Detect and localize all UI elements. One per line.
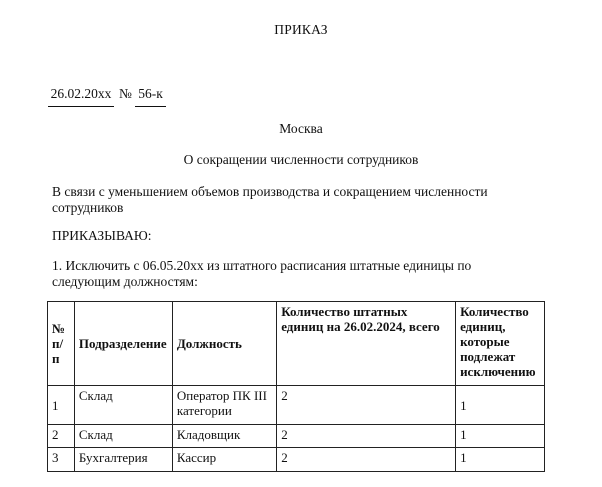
cell-units-to-remove: 1 [456,448,545,472]
header-department: Подразделение [74,302,172,386]
cell-department: Бухгалтерия [74,448,172,472]
order-number: 56-к [135,86,166,107]
table-row [48,448,545,472]
preamble-paragraph: В связи с уменьшением объемов производства и сокращением численности сотрудников [52,184,488,215]
order-word: ПРИКАЗЫВАЮ: [52,228,152,243]
document-title: ПРИКАЗ [274,22,328,37]
table-row [48,386,545,425]
table-row [48,425,545,448]
cell-position: Оператор ПК III категории [172,386,276,425]
cell-department: Склад [74,386,172,425]
clause-1: 1. Исключить с 06.05.20xx из штатного расписания штатные единицы по следующим должностям: [52,258,472,289]
cell-total-units: 2 [277,448,456,472]
cell-units-to-remove: 1 [456,425,545,448]
order-subject: О сокращении численности сотрудников [183,152,419,167]
cell-department: Склад [74,425,172,448]
cell-position: Кладовщик [172,425,276,448]
cell-units-to-remove: 1 [456,386,545,425]
cell-number: 1 [48,386,75,425]
header-position: Должность [172,302,276,386]
table-header-row [48,302,545,386]
city: Москва [279,121,323,136]
cell-number: 3 [48,448,75,472]
cell-total-units: 2 [277,386,456,425]
order-date: 26.02.20xx [48,86,114,107]
cell-position: Кассир [172,448,276,472]
header-units-to-remove: Количество единиц, которые подлежат исключению [456,302,545,386]
header-total-units: Количество штатных единиц на 26.02.2024, всего [277,302,456,386]
header-number: № п/п [48,302,75,386]
number-sign: № [119,86,132,101]
cell-total-units: 2 [277,425,456,448]
cell-number: 2 [48,425,75,448]
staff-table [47,301,545,472]
